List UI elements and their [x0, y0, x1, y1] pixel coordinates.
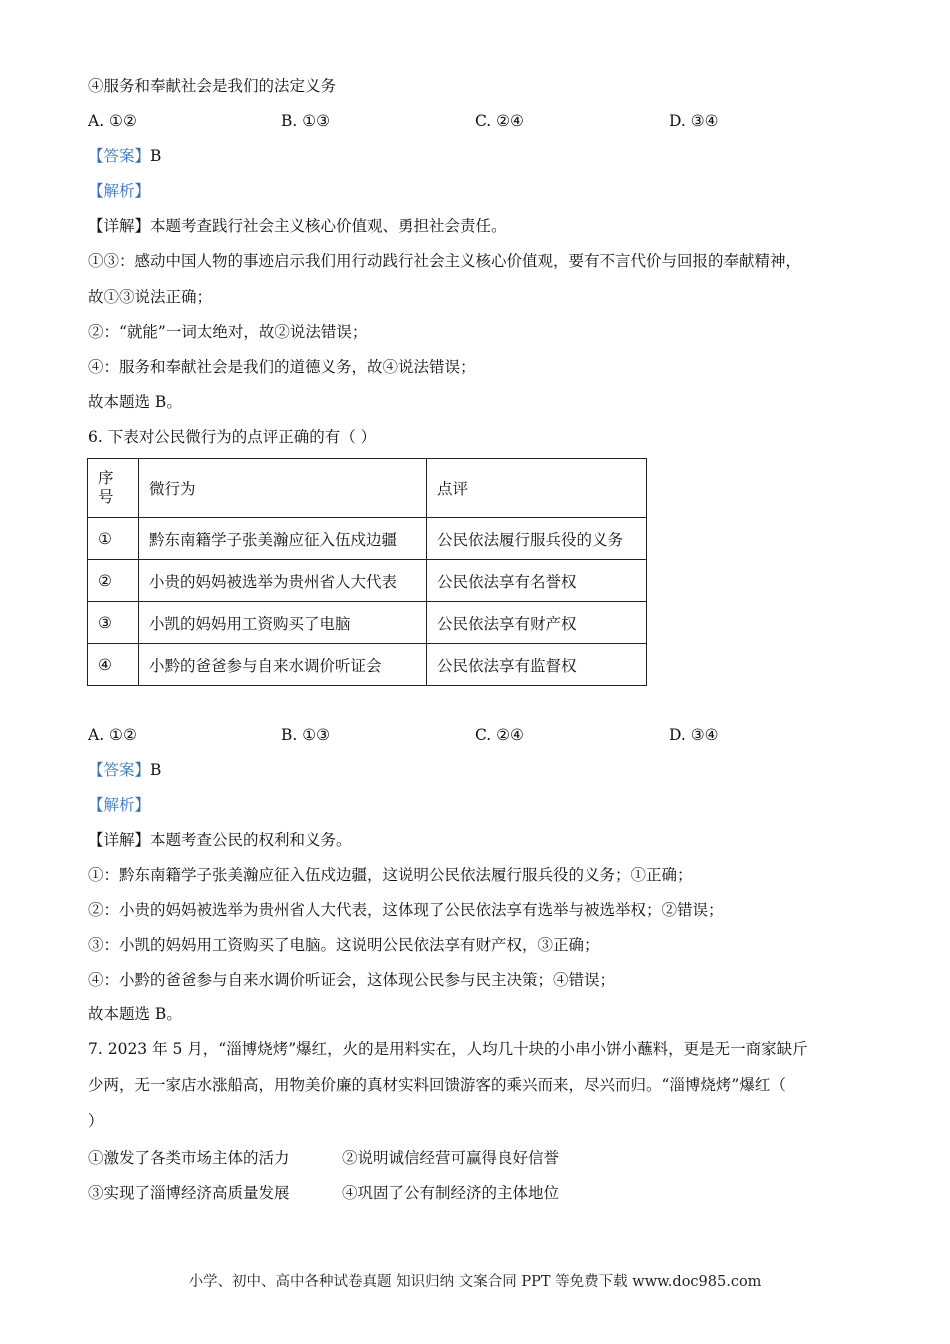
q6-explanation-line: ②：小贵的妈妈被选举为贵州省人大代表，这体现了公民依法享有选举与被选举权；②错误； — [88, 901, 724, 919]
row-behavior: 小黔的爸爸参与自来水调价听证会 — [139, 644, 427, 686]
q6-answer — [88, 760, 161, 780]
q5-detail — [88, 216, 507, 236]
answer-label: 【答案】 — [88, 761, 151, 779]
q5-option-c: C. ②④ — [475, 112, 524, 130]
row-comment: 公民依法享有名誉权 — [427, 560, 647, 602]
row-seq: ③ — [88, 602, 139, 644]
header-comment: 点评 — [427, 459, 647, 518]
answer-value: B — [150, 761, 162, 779]
q5-answer — [88, 146, 161, 166]
q7-item-1: ①激发了各类市场主体的活力 — [88, 1149, 290, 1167]
row-seq: ① — [88, 518, 139, 560]
q6-option-a: A. ①② — [88, 726, 137, 744]
detail-text: 本题考查公民的权利和义务。 — [150, 831, 352, 849]
q5-option-d: D. ③④ — [669, 112, 719, 130]
row-behavior: 小凯的妈妈用工资购买了电脑 — [139, 602, 427, 644]
q5-explanation-line: 故①③说法正确； — [88, 288, 213, 306]
row-behavior: 小贵的妈妈被选举为贵州省人大代表 — [139, 560, 427, 602]
answer-value: B — [150, 147, 162, 165]
page-footer: 小学、初中、高中各种试卷真题 知识归纳 文案合同 PPT 等免费下载 www.doc985.com — [188, 1274, 762, 1290]
q5-item-4: ④服务和奉献社会是我们的法定义务 — [88, 77, 337, 95]
detail-text: 本题考查践行社会主义核心价值观、勇担社会责任。 — [150, 217, 507, 235]
q7-stem-line: 7. 2023 年 5 月，“淄博烧烤”爆红，火的是用料实在，人均几十块的小串小饼小蘸料，更是无一商家缺斤 — [88, 1040, 808, 1058]
q5-option-b: B. ①③ — [281, 112, 331, 130]
answer-label: 【答案】 — [88, 147, 151, 165]
q6-stem: 6. 下表对公民微行为的点评正确的有（ ） — [88, 428, 377, 446]
q5-option-a: A. ①② — [88, 112, 137, 130]
q6-explanation-line: ④：小黔的爸爸参与自来水调价听证会，这体现公民参与民主决策；④错误； — [88, 971, 616, 989]
q6-option-c: C. ②④ — [475, 726, 524, 744]
detail-label: 【详解】 — [88, 217, 151, 235]
q6-option-d: D. ③④ — [669, 726, 719, 744]
header-behavior: 微行为 — [139, 459, 427, 518]
q5-explanation-line: 故本题选 B。 — [88, 393, 182, 411]
q5-explanation-line: ②：“就能”一词太绝对，故②说法错误； — [88, 323, 368, 341]
row-behavior: 黔东南籍学子张美瀚应征入伍戍边疆 — [139, 518, 427, 560]
row-seq: ④ — [88, 644, 139, 686]
q7-item-2: ②说明诚信经营可赢得良好信誉 — [342, 1149, 560, 1167]
q5-explanation-line: ④：服务和奉献社会是我们的道德义务，故④说法错误； — [88, 358, 476, 376]
header-seq: 序号 — [88, 459, 139, 518]
table-row — [88, 644, 647, 686]
table-row — [88, 560, 647, 602]
table-header-row — [88, 459, 647, 518]
q5-explanation-line: ①③：感动中国人物的事迹启示我们用行动践行社会主义核心价值观，要有不言代价与回报的奉献精神， — [88, 252, 802, 270]
row-comment: 公民依法履行服兵役的义务 — [427, 518, 647, 560]
table-row — [88, 518, 647, 560]
q6-explanation-line: ③：小凯的妈妈用工资购买了电脑。这说明公民依法享有财产权，③正确； — [88, 936, 600, 954]
q6-table — [87, 458, 647, 686]
q6-analysis-label: 【解析】 — [88, 796, 151, 814]
table-row — [88, 602, 647, 644]
q7-item-4: ④巩固了公有制经济的主体地位 — [342, 1184, 560, 1202]
q6-explanation-line: ①：黔东南籍学子张美瀚应征入伍戍边疆，这说明公民依法履行服兵役的义务；①正确； — [88, 866, 693, 884]
q7-stem-line: 少两，无一家店水涨船高，用物美价廉的真材实料回馈游客的乘兴而来，尽兴而归。“淄博烧烤”爆红（ — [88, 1076, 786, 1094]
q7-item-3: ③实现了淄博经济高质量发展 — [88, 1184, 290, 1202]
row-comment: 公民依法享有财产权 — [427, 602, 647, 644]
row-comment: 公民依法享有监督权 — [427, 644, 647, 686]
q7-stem-line: ） — [88, 1112, 104, 1130]
q5-analysis-label: 【解析】 — [88, 182, 151, 200]
row-seq: ② — [88, 560, 139, 602]
q6-option-b: B. ①③ — [281, 726, 331, 744]
detail-label: 【详解】 — [88, 831, 151, 849]
q6-explanation-line: 故本题选 B。 — [88, 1005, 182, 1023]
q6-detail — [88, 830, 352, 850]
